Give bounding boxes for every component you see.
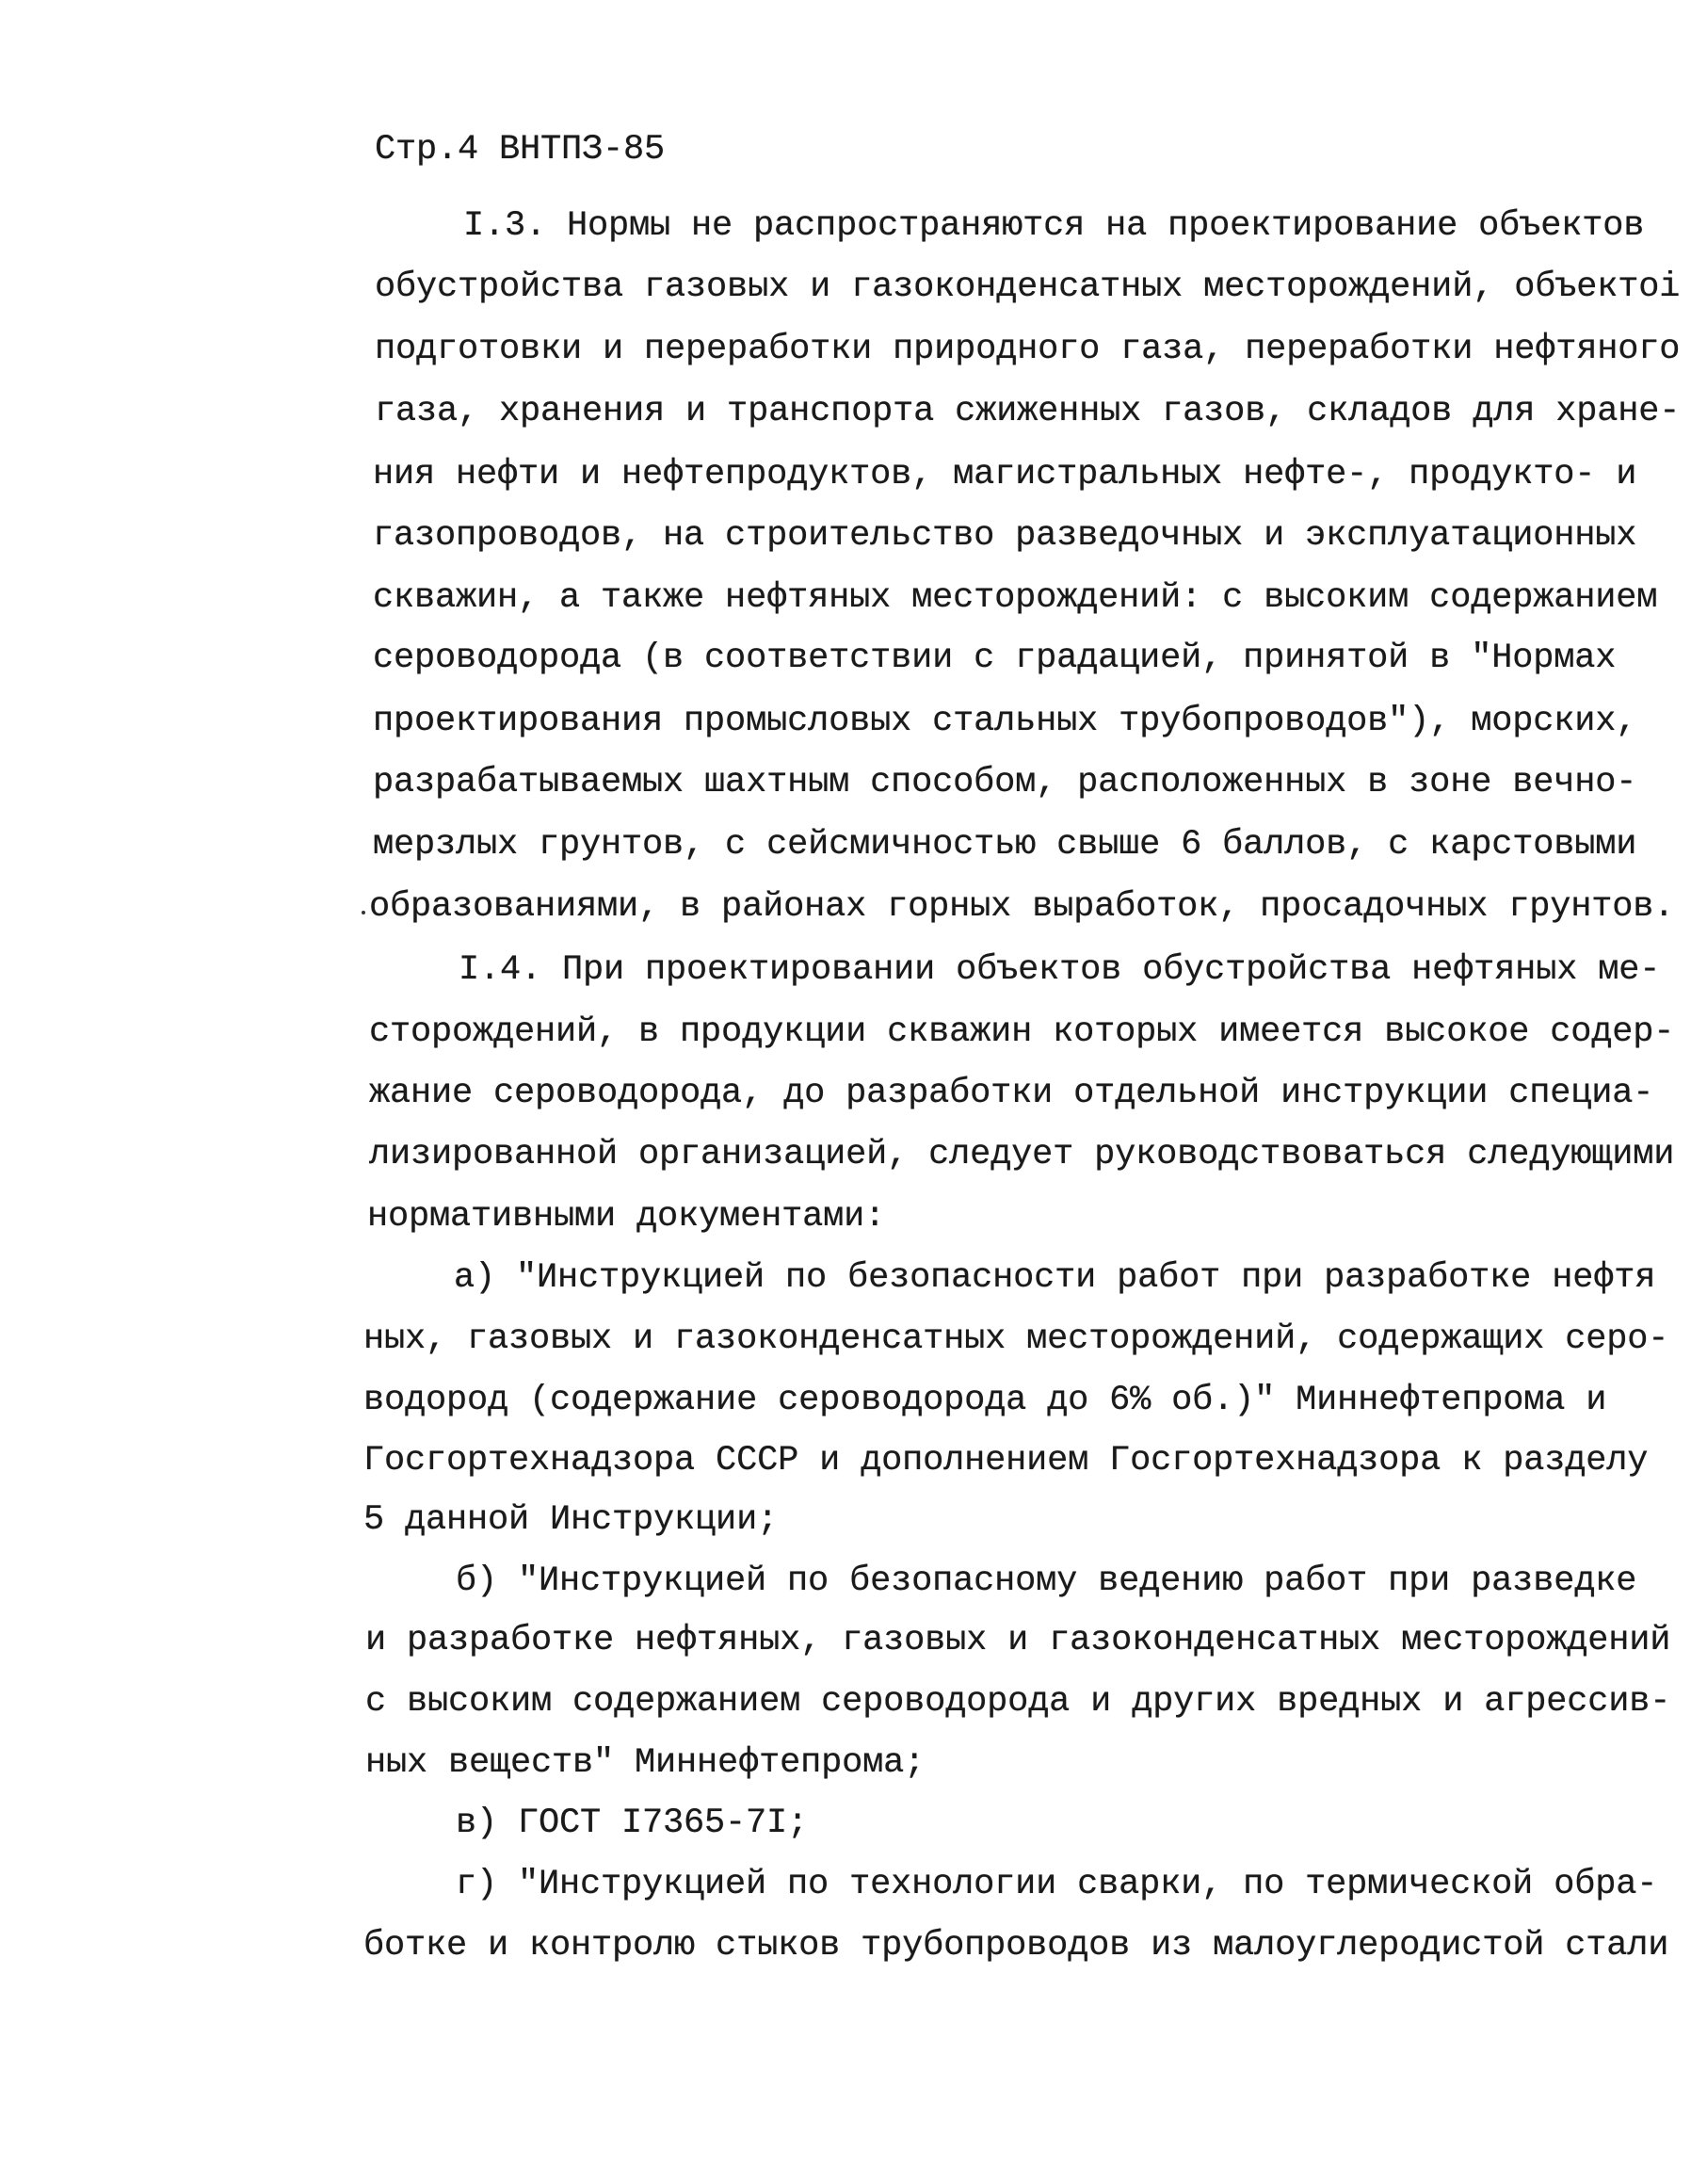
text-line: в) ГОСТ I7365-7I; (456, 1804, 809, 1843)
page-header: Стр.4 ВНТПЗ-85 (375, 130, 666, 170)
text-line: сероводорода (в соответствии с градацией, принятой в "Нормах (373, 639, 1617, 678)
text-line: I.3. Нормы не распространяются на проектирование объектов (463, 206, 1645, 246)
text-line: проектирования промысловых стальных трубопроводов"), морских, (373, 702, 1637, 741)
text-line: жание сероводорода, до разработки отдельной инструкции специа- (369, 1074, 1654, 1113)
text-line: ных веществ" Миннефтепрома; (365, 1743, 926, 1783)
text-line: ных, газовых и газоконденсатных месторождений, содержащих серо- (363, 1319, 1669, 1359)
text-line: сторождений, в продукции скважин которых имеется высокое содер- (369, 1012, 1675, 1052)
text-line: ботке и контролю стыков трубопроводов из малоуглеродистой стали (363, 1926, 1669, 1966)
text-line: и разработке нефтяных, газовых и газоконденсатных месторождений (365, 1621, 1671, 1660)
text-line: лизированной организацией, следует руководствоваться следующими (369, 1135, 1675, 1174)
text-line: с высоким содержанием сероводорода и других вредных и агрессив- (365, 1682, 1671, 1722)
text-line: скважин, а также нефтяных месторождений: с высоким содержанием (373, 578, 1658, 618)
text-line: образованиями, в районах горных выработок, просадочных грунтов. (369, 887, 1675, 927)
text-line: Госгортехнадзора СССР и дополнением Госгортехнадзора к разделу (363, 1441, 1649, 1480)
scan-speck (362, 911, 365, 914)
text-line: подготовки и переработки природного газа, переработки нефтяного (375, 330, 1681, 369)
text-line: I.4. При проектировании объектов обустройства нефтяных ме- (459, 950, 1661, 990)
text-line: г) "Инструкцией по технологии сварки, по термической обра- (456, 1865, 1658, 1904)
text-line: ния нефти и нефтепродуктов, магистральных нефте-, продукто- и (373, 455, 1637, 494)
text-line: мерзлых грунтов, с сейсмичностью свыше 6 баллов, с карстовыми (373, 825, 1637, 865)
text-line: газопроводов, на строительство разведочных и эксплуатационных (373, 516, 1637, 556)
text-line: б) "Инструкцией по безопасному ведению работ при разведке (456, 1561, 1637, 1601)
text-line: нормативными документами: (367, 1197, 886, 1237)
text-line: газа, хранения и транспорта сжиженных газов, складов для хране- (375, 392, 1681, 431)
text-line: 5 данной Инструкции; (363, 1500, 779, 1540)
text-line: а) "Инструкцией по безопасности работ при разработке нефтя (454, 1258, 1656, 1298)
text-line: обустройства газовых и газоконденсатных месторождений, объектоі (375, 267, 1681, 307)
text-line: водород (содержание сероводорода до 6% об.)" Миннефтепрома и (363, 1381, 1607, 1420)
text-line: разрабатываемых шахтным способом, расположенных в зоне вечно- (373, 763, 1637, 802)
